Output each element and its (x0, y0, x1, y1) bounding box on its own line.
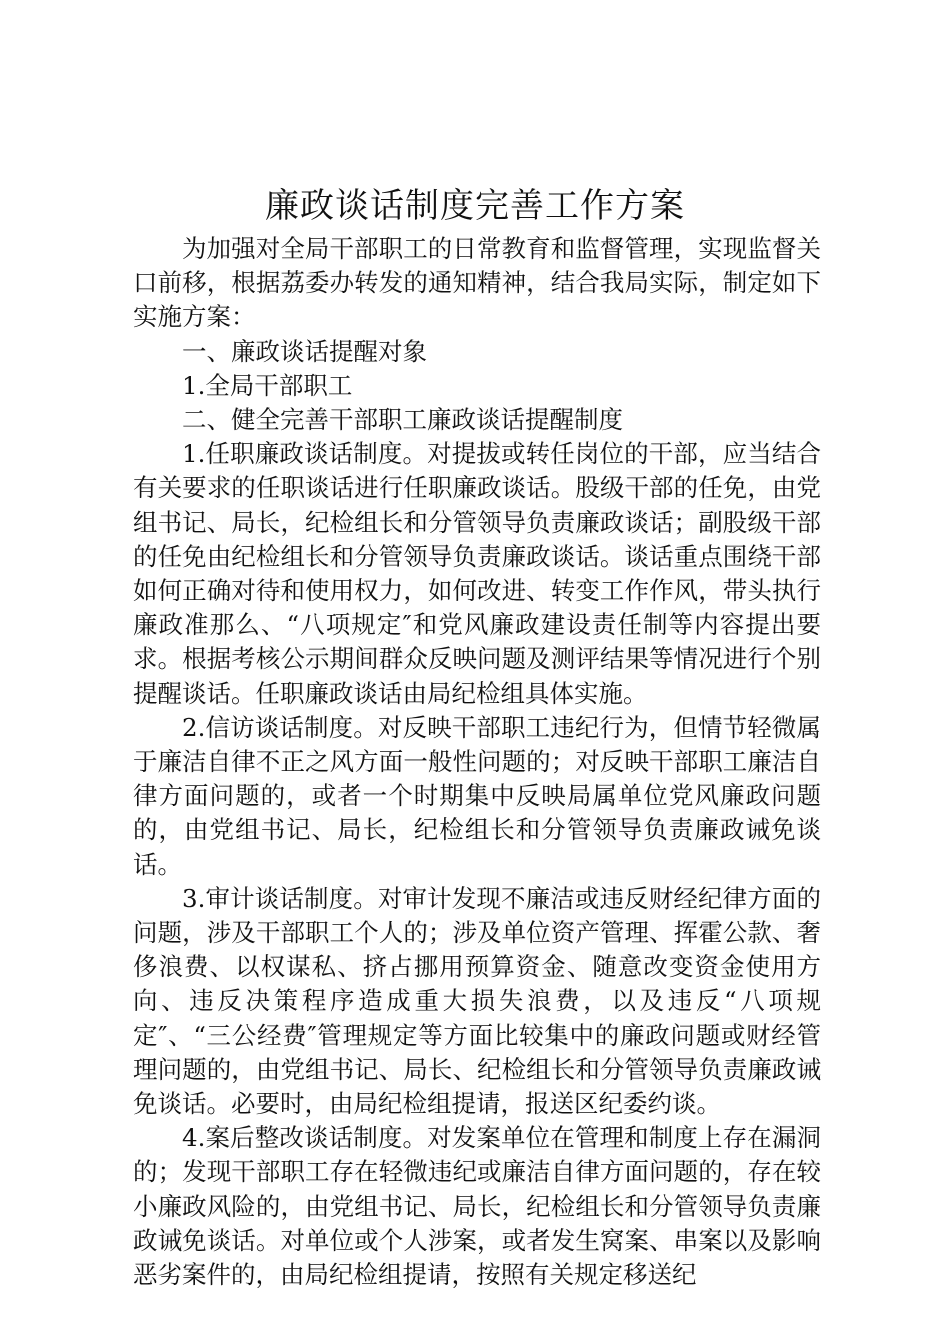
section-heading-1: 一、廉政谈话提醒对象 (182, 336, 427, 366)
paragraph-item-2: 2.信访谈话制度。对反映干部职工违纪行为，但情节轻微属于廉洁自律不正之风方面一般性问题的；对反映干部职工廉洁自律方面问题的，或者一个时期集中反映局属单位党风廉政问题的，由党组书记、局长，纪检组长和分管领导负责廉政诫免谈话。 (133, 712, 821, 879)
document-title: 廉政谈话制度完善工作方案 (265, 186, 685, 226)
paragraph-item-1: 1.任职廉政谈话制度。对提拔或转任岗位的干部，应当结合有关要求的任职谈话进行任职廉政谈话。股级干部的任免，由党组书记、局长，纪检组长和分管领导负责廉政谈话；副股级干部的任免由纪检组长和分管领导负责廉政谈话。谈话重点围绕干部如何正确对待和使用权力，如何改进、转变工作作风，带头执行廉政准那么、“八项规定″和党风廉政建设责任制等内容提出要求。根据考核公示期间群众反映问题及测评结果等情况进行个别提醒谈话。任职廉政谈话由局纪检组具体实施。 (133, 439, 821, 708)
section-heading-2: 二、健全完善干部职工廉政谈话提醒制度 (182, 405, 623, 435)
list-item-1: 1.全局干部职工 (182, 370, 353, 400)
paragraph-item-4: 4.案后整改谈话制度。对发案单位在管理和制度上存在漏洞的；发现干部职工存在轻微违纪或廉洁自律方面问题的，存在较小廉政风险的，由党组书记、局长，纪检组长和分管领导负责廉政诫免谈话。对单位或个人涉案，或者发生窝案、串案以及影响恶劣案件的，由局纪检组提请，按照有关规定移送纪 (133, 1123, 821, 1290)
paragraph-item-3: 3.审计谈话制度。对审计发现不廉洁或违反财经纪律方面的问题，涉及干部职工个人的；涉及单位资产管理、挥霍公款、奢侈浪费、以权谋私、挤占挪用预算资金、随意改变资金使用方向、违反决策程序造成重大损失浪费，以及违反“八项规定″、“三公经费″管理规定等方面比较集中的廉政问题或财经管理问题的，由党组书记、局长、纪检组长和分管领导负责廉政诫免谈话。必要时，由局纪检组提请，报送区纪委约谈。 (133, 883, 821, 1119)
document-body (133, 232, 821, 1292)
paragraph-intro: 为加强对全局干部职工的日常教育和监督管理，实现监督关口前移，根据荔委办转发的通知精神，结合我局实际，制定如下实施方案： (133, 234, 821, 332)
